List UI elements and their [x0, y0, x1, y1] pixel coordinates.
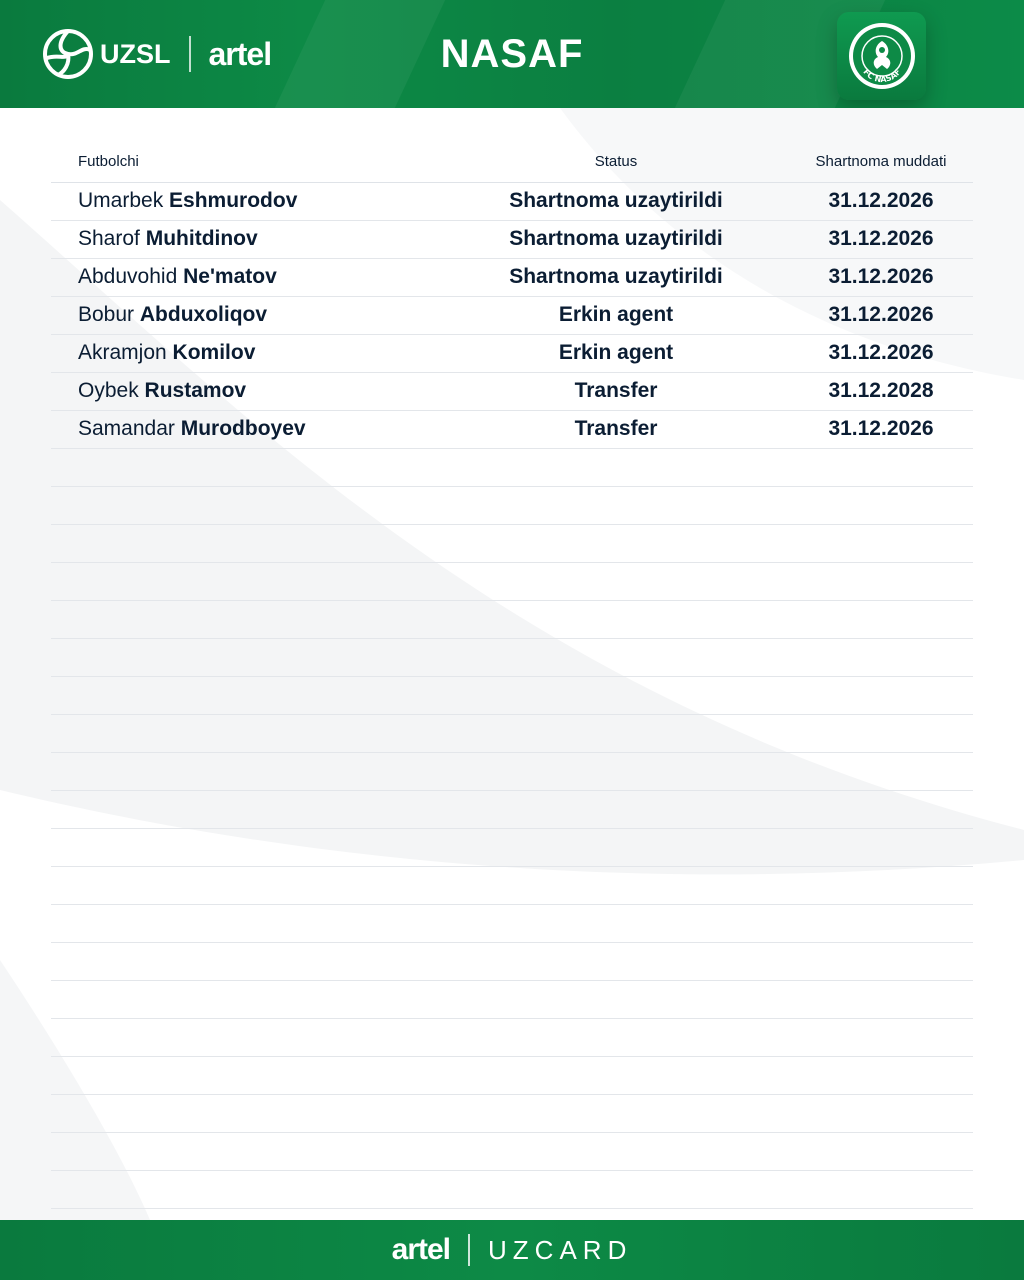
club-badge: [837, 12, 926, 100]
table-row: [51, 259, 973, 297]
player-status: Erkin agent: [558, 341, 674, 364]
player-first-name: Sharof: [78, 227, 140, 250]
player-name: [78, 416, 306, 442]
players-table: [51, 144, 973, 1209]
player-last-name: Abduxoliqov: [139, 303, 268, 326]
contract-date: 31.12.2026: [828, 341, 934, 364]
empty-table-row: [51, 639, 973, 677]
contract-date: 31.12.2026: [828, 417, 934, 440]
empty-table-row: [51, 525, 973, 563]
empty-table-row: [51, 981, 973, 1019]
player-first-name: Samandar: [78, 417, 175, 440]
table-row: [51, 221, 973, 259]
uzsl-ball-icon: [42, 28, 94, 80]
empty-table-row: [51, 601, 973, 639]
empty-table-row: [51, 905, 973, 943]
empty-table-row: [51, 1019, 973, 1057]
player-first-name: Akramjon: [78, 341, 167, 364]
player-first-name: Oybek: [78, 379, 139, 402]
player-status: Transfer: [574, 379, 658, 402]
contract-date: 31.12.2026: [828, 189, 934, 212]
player-first-name: Abduvohid: [78, 265, 178, 288]
uzsl-wordmark: UZSL: [100, 38, 171, 69]
header-bar: [0, 0, 1024, 108]
empty-table-row: [51, 829, 973, 867]
contract-date: 31.12.2026: [828, 303, 934, 326]
empty-table-row: [51, 563, 973, 601]
empty-table-row: [51, 677, 973, 715]
empty-table-row: [51, 1171, 973, 1209]
column-contract: Shartnoma muddati: [815, 153, 947, 170]
league-brand: [42, 28, 271, 80]
fc-nasaf-crest-icon: [847, 21, 917, 91]
empty-table-row: [51, 791, 973, 829]
table-row: [51, 335, 973, 373]
empty-table-row: [51, 943, 973, 981]
player-name: [78, 378, 246, 404]
player-status: Erkin agent: [558, 303, 674, 326]
contract-date: 31.12.2026: [828, 227, 934, 250]
empty-table-row: [51, 1057, 973, 1095]
player-last-name: Ne'matov: [183, 265, 277, 288]
player-name: [78, 226, 258, 252]
player-last-name: Eshmurodov: [169, 189, 298, 212]
empty-table-row: [51, 449, 973, 487]
column-player: Futbolchi: [78, 153, 139, 170]
table-row: [51, 411, 973, 449]
contract-date: 31.12.2026: [828, 265, 934, 288]
player-status: Shartnoma uzaytirildi: [509, 265, 723, 288]
table-row: [51, 373, 973, 411]
player-name: [78, 264, 277, 290]
player-first-name: Umarbek: [78, 189, 164, 212]
footer-bar: [0, 1220, 1024, 1280]
empty-table-row: [51, 867, 973, 905]
club-title: NASAF: [440, 32, 584, 76]
player-status: Transfer: [574, 417, 658, 440]
footer-divider: [468, 1234, 470, 1266]
empty-table-row: [51, 715, 973, 753]
contract-date: 31.12.2028: [828, 379, 934, 402]
player-last-name: Rustamov: [144, 379, 247, 402]
footer-uzcard-wordmark: UZCARD: [488, 1234, 633, 1265]
table-row: [51, 183, 973, 221]
brand-divider: [189, 36, 191, 72]
player-name: [78, 188, 297, 214]
artel-wordmark: artel: [208, 35, 272, 72]
empty-table-row: [51, 1133, 973, 1171]
player-last-name: Muhitdinov: [145, 227, 258, 250]
empty-table-row: [51, 487, 973, 525]
badge-text: FC NASAF: [860, 67, 903, 85]
player-status: Shartnoma uzaytirildi: [509, 227, 723, 250]
player-name: [78, 302, 267, 328]
player-status: Shartnoma uzaytirildi: [509, 189, 723, 212]
player-last-name: Komilov: [172, 341, 256, 364]
empty-table-row: [51, 1095, 973, 1133]
table-header: [51, 144, 973, 183]
player-name: [78, 340, 255, 366]
empty-table-row: [51, 753, 973, 791]
column-status: Status: [594, 153, 638, 170]
player-first-name: Bobur: [78, 303, 135, 326]
empty-rows: [51, 449, 973, 1209]
footer-artel-wordmark: artel: [391, 1233, 451, 1266]
player-last-name: Murodboyev: [180, 417, 306, 440]
table-row: [51, 297, 973, 335]
